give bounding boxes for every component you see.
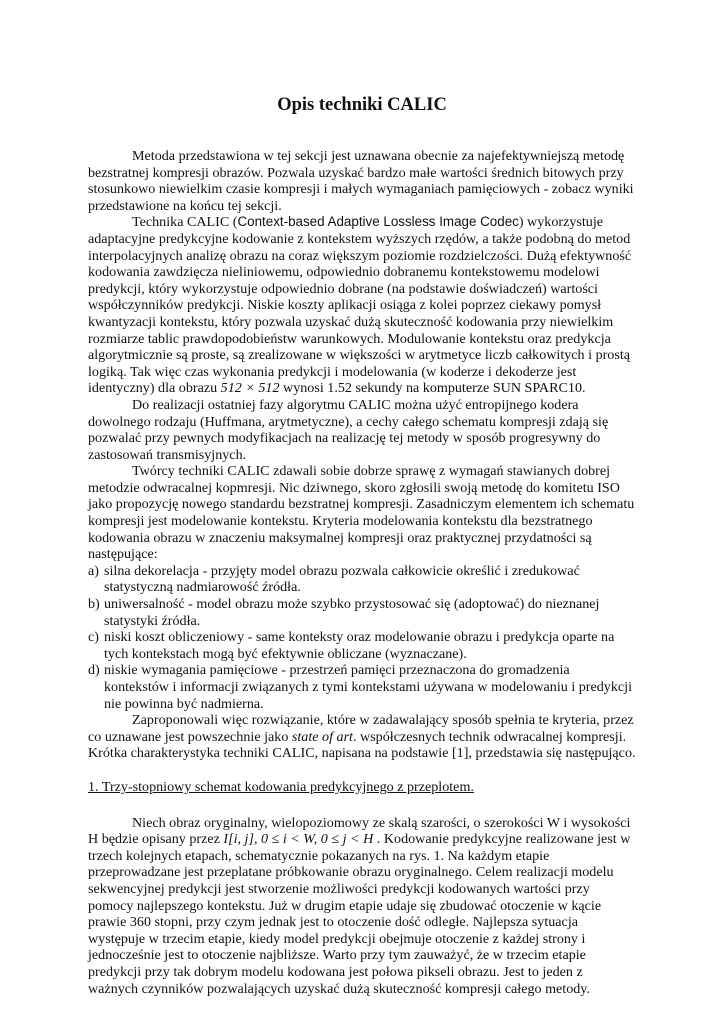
list-marker: a) [88, 562, 99, 579]
document-body [88, 94, 636, 997]
paragraph-criteria-intro: Twórcy techniki CALIC zdawali sobie dobrze sprawę z wymagań stawianych dobrej metodzie odwracalnej kopmresji. Nic dziwnego, skoro zgłosili swoją metodę do komitetu ISO jako propozycję nowego standardu bezstratnej kompresji. Zasadniczym elementem ich schematu kompresji jest modelowanie kontekstu. Kryteria modelowania kontekstu dla bezstratnego kodowania obrazu w znaczeniu maksymalnej kompresji oraz praktycznej przydatności są następujące: [88, 463, 635, 563]
solution-text-a: Zaproponowali więc rozwiązanie, które w zadawalający sposób spełnia te kryteria, przez co uznawane jest powszechnie jako [88, 712, 634, 745]
three-stage-text-a: Niech obraz oryginalny, wielopoziomowy ze skalą szarości, o szerokości W i wysokości H będzie opisany przez [88, 814, 631, 848]
page-title: Opis techniki CALIC [277, 95, 447, 115]
calic-expansion: Context-based Adaptive Lossless Image Codec [237, 214, 519, 230]
calic-text-a: Technika CALIC ( [132, 214, 238, 231]
list-marker: b) [88, 596, 100, 613]
paragraph-three-stage [88, 815, 636, 998]
list-marker: d) [88, 662, 100, 679]
three-stage-text-b: . Kodowanie predykcyjne realizowane jest w trzech kolejnych etapach, schematycznie pokazanych na rys. 1. Na każdym etapie przeprowadzane jest przeplatane próbkowanie obrazu oryginalnego. Celem realizacji modelu sekwencyjnej predykcji jest stworzenie możliwości predykcji kodowanych wartości przy pomocy najlepszego kontekstu. Już w drugim etapie udaje się zbudować otoczenie w kącie prawie 360 stopni, przy czym jednak jest to otoczenie dość odległe. Najlepsza sytuacja występuje w trzecim etapie, kiedy model predykcji obejmuje otoczenie z każdej strony i jednocześnie jest to otoczenie najbliższe. Warto przy tym zauważyć, że w trzecim etapie predykcji przy tak dobrym modelu kodowana jest połowa pikseli obrazu. Jest to jeden z ważnych czynników pozwalających uzyskać dużą skuteczność kompresji całego metody. [88, 831, 631, 997]
calic-text-c: wynosi 1.52 sekundy na komputerze SUN SPARC10. [283, 380, 586, 397]
list-item [88, 596, 636, 629]
solution-text-b: . współczesnych technik odwracalnej kompresji. Krótka charakterystyka techniki CALIC, napisana na podstawie [1], przedstawia się następująco. [88, 728, 636, 762]
paragraph-solution [88, 712, 636, 762]
list-item-text: silna dekorelacja - przyjęty model obrazu pozwala całkowicie określić i zredukować statystyczną nadmiarowość źródła. [104, 562, 580, 596]
criteria-list [88, 563, 636, 712]
state-of-art-italic: state of art [291, 728, 353, 745]
list-marker: c) [88, 629, 99, 646]
list-item-text: niski koszt obliczeniowy - same konteksty oraz modelowanie obrazu i predykcja oparte na tych kontekstach mogą być efektywnie obliczane (wyznaczane). [104, 629, 615, 662]
image-size-math: 512 × 512 [217, 380, 284, 397]
list-item [88, 662, 636, 712]
calic-text-b: ) wykorzystuje adaptacyjne predykcyjne kodowanie z kontekstem wyższych rzędów, a także podobną do metod interpolacyjnych analizę obrazu na coraz większym poziomie rozdzielczości. Dużą efektywność kodowania zawdzięcza nieliniowemu, odpowiednio dobranemu kontekstowemu modelowi predykcji, który wykorzystuje odpowiednio dobrane (na podstawie doświadczeń) wartości współczynników predykcji. Niskie koszty aplikacji osiąga z kolei poprzez ciekawy pomysł kwantyzacji kontekstu, który pozwala uzyskać dużą skuteczność kodowania przy niewielkim rozmiarze tablic prawdopodobieństw warunkowych. Modulowanie kontekstu oraz predykcja algorytmicznie są proste, są zrealizowane w większości w arytmetyce liczb całkowitych i prostą logiką. Tak więc czas wykonania predykcji i modelowania (w koderze i dekoderze jest identyczny) dla obrazu [88, 214, 632, 397]
list-item [88, 629, 636, 662]
list-item-text: uniwersalność - model obrazu może szybko przystosować się (adoptować) do nieznanej statystyki źródła. [104, 596, 600, 629]
paragraph-entropy-coder: Do realizacji ostatniej fazy algorytmu CALIC można użyć entropijnego kodera dowolnego rodzaju (Huffmana, arytmetyczne), a cechy całego schematu kompresji zdają się pozwalać przy pewnych modyfikacjach na realizację tej metody w sposób progresywny do zastosowań transmisyjnych. [88, 396, 609, 463]
image-definition-math: I[i, j], 0 ≤ i < W, 0 ≤ j < H [223, 831, 374, 848]
paragraph-calic-description [88, 214, 636, 397]
section-heading: 1. Trzy-stopniowy schemat kodowania predykcyjnego z przeplotem. [88, 778, 474, 795]
list-item-text: niskie wymagania pamięciowe - przestrzeń pamięci przeznaczona do gromadzenia kontekstów i informacji związanych z tymi kontekstami używana w modelowaniu i predykcji nie powinna być nadmierna. [104, 662, 632, 712]
list-item [88, 563, 636, 596]
paragraph-intro: Metoda przedstawiona w tej sekcji jest uznawana obecnie za najefektywniejszą metodę bezstratnej kompresji obrazów. Pozwala uzyskać bardzo małe wartości średnich bitowych przy stosunkowo niewielkim czasie kompresji i małych wymaganiach pamięciowych - zobacz wyniki przedstawione na końcu tej sekcji. [88, 148, 634, 214]
